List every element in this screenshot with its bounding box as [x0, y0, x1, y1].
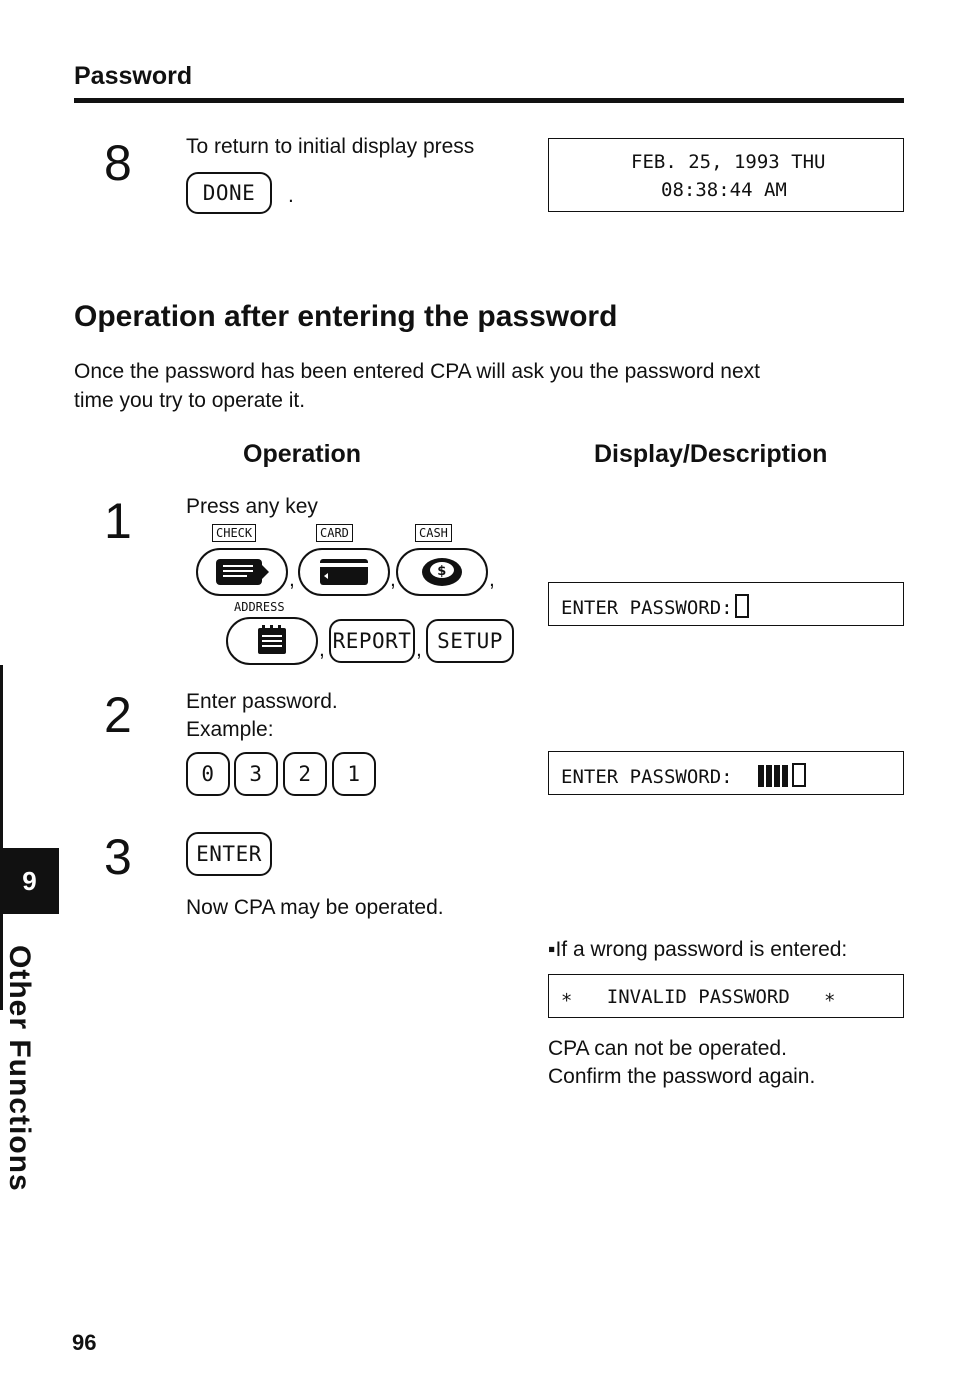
digit-key-1[interactable]: 1: [332, 752, 376, 796]
step-8-text: To return to initial display press: [186, 135, 475, 158]
digit-key-0[interactable]: 0: [186, 752, 230, 796]
card-icon: [318, 557, 370, 587]
lcd-date-line: FEB. 25, 1993 THU: [631, 151, 826, 173]
lcd-time-line: 08:38:44 AM: [661, 179, 787, 201]
step-2-text-2: Example:: [186, 718, 274, 741]
done-key[interactable]: DONE: [186, 172, 272, 214]
separator: ,: [289, 568, 295, 591]
lcd-password-masked: [548, 751, 904, 795]
column-operation: Operation: [243, 440, 362, 468]
lcd-invalid-password: [548, 974, 904, 1018]
label-check: CHECK: [212, 524, 256, 542]
cash-key[interactable]: [396, 548, 488, 596]
chapter-tab: 9: [0, 848, 59, 914]
step-2-number: 2: [104, 687, 132, 743]
lcd-prompt: ENTER PASSWORD:: [561, 766, 733, 788]
intro-line-1: Once the password has been entered CPA will ask you the password next: [74, 360, 760, 383]
label-card: CARD: [316, 524, 353, 542]
intro-line-2: time you try to operate it.: [74, 389, 306, 412]
address-key[interactable]: [226, 617, 318, 665]
masked-characters: [758, 766, 790, 788]
lcd-cursor: [792, 763, 806, 787]
label-address: ADDRESS: [234, 600, 285, 614]
separator: ,: [390, 568, 396, 591]
lcd-invalid-text: ∗ INVALID PASSWORD ∗: [561, 986, 836, 1008]
step-8-suffix: .: [288, 184, 294, 207]
lcd-cursor: [735, 594, 749, 618]
step-3-number: 3: [104, 829, 132, 885]
report-key[interactable]: REPORT: [329, 619, 415, 663]
wrong-line-2: Confirm the password again.: [548, 1065, 816, 1088]
check-key[interactable]: [196, 548, 288, 596]
separator: ,: [416, 638, 422, 661]
step-2-text-1: Enter password.: [186, 690, 338, 713]
lcd-enter-password: [548, 582, 904, 626]
digit-key-2[interactable]: 2: [283, 752, 327, 796]
step-1-text: Press any key: [186, 495, 318, 518]
enter-key[interactable]: ENTER: [186, 832, 272, 876]
column-display: Display/Description: [594, 440, 828, 468]
wrong-line-1: CPA can not be operated.: [548, 1037, 787, 1060]
step-1-number: 1: [104, 493, 132, 549]
step-8-number: 8: [104, 135, 132, 191]
coin-icon: [418, 554, 466, 590]
address-book-icon: [252, 624, 292, 658]
separator: ,: [489, 568, 495, 591]
digit-key-3[interactable]: 3: [234, 752, 278, 796]
separator: ,: [319, 638, 325, 661]
page-number: 96: [72, 1330, 97, 1355]
step-3-text: Now CPA may be operated.: [186, 896, 444, 919]
header-rule: [74, 98, 904, 103]
svg-text:$: $: [437, 564, 447, 579]
page-header: Password: [74, 62, 193, 90]
setup-key[interactable]: SETUP: [426, 619, 514, 663]
chapter-label: Other Functions: [3, 945, 36, 1192]
check-icon: [213, 555, 271, 589]
lcd-date-display: [548, 138, 904, 212]
section-title: Operation after entering the password: [74, 300, 618, 333]
wrong-password-note: ▪If a wrong password is entered:: [548, 938, 848, 961]
card-key[interactable]: [298, 548, 390, 596]
label-cash: CASH: [415, 524, 452, 542]
lcd-prompt: ENTER PASSWORD:: [561, 597, 733, 619]
